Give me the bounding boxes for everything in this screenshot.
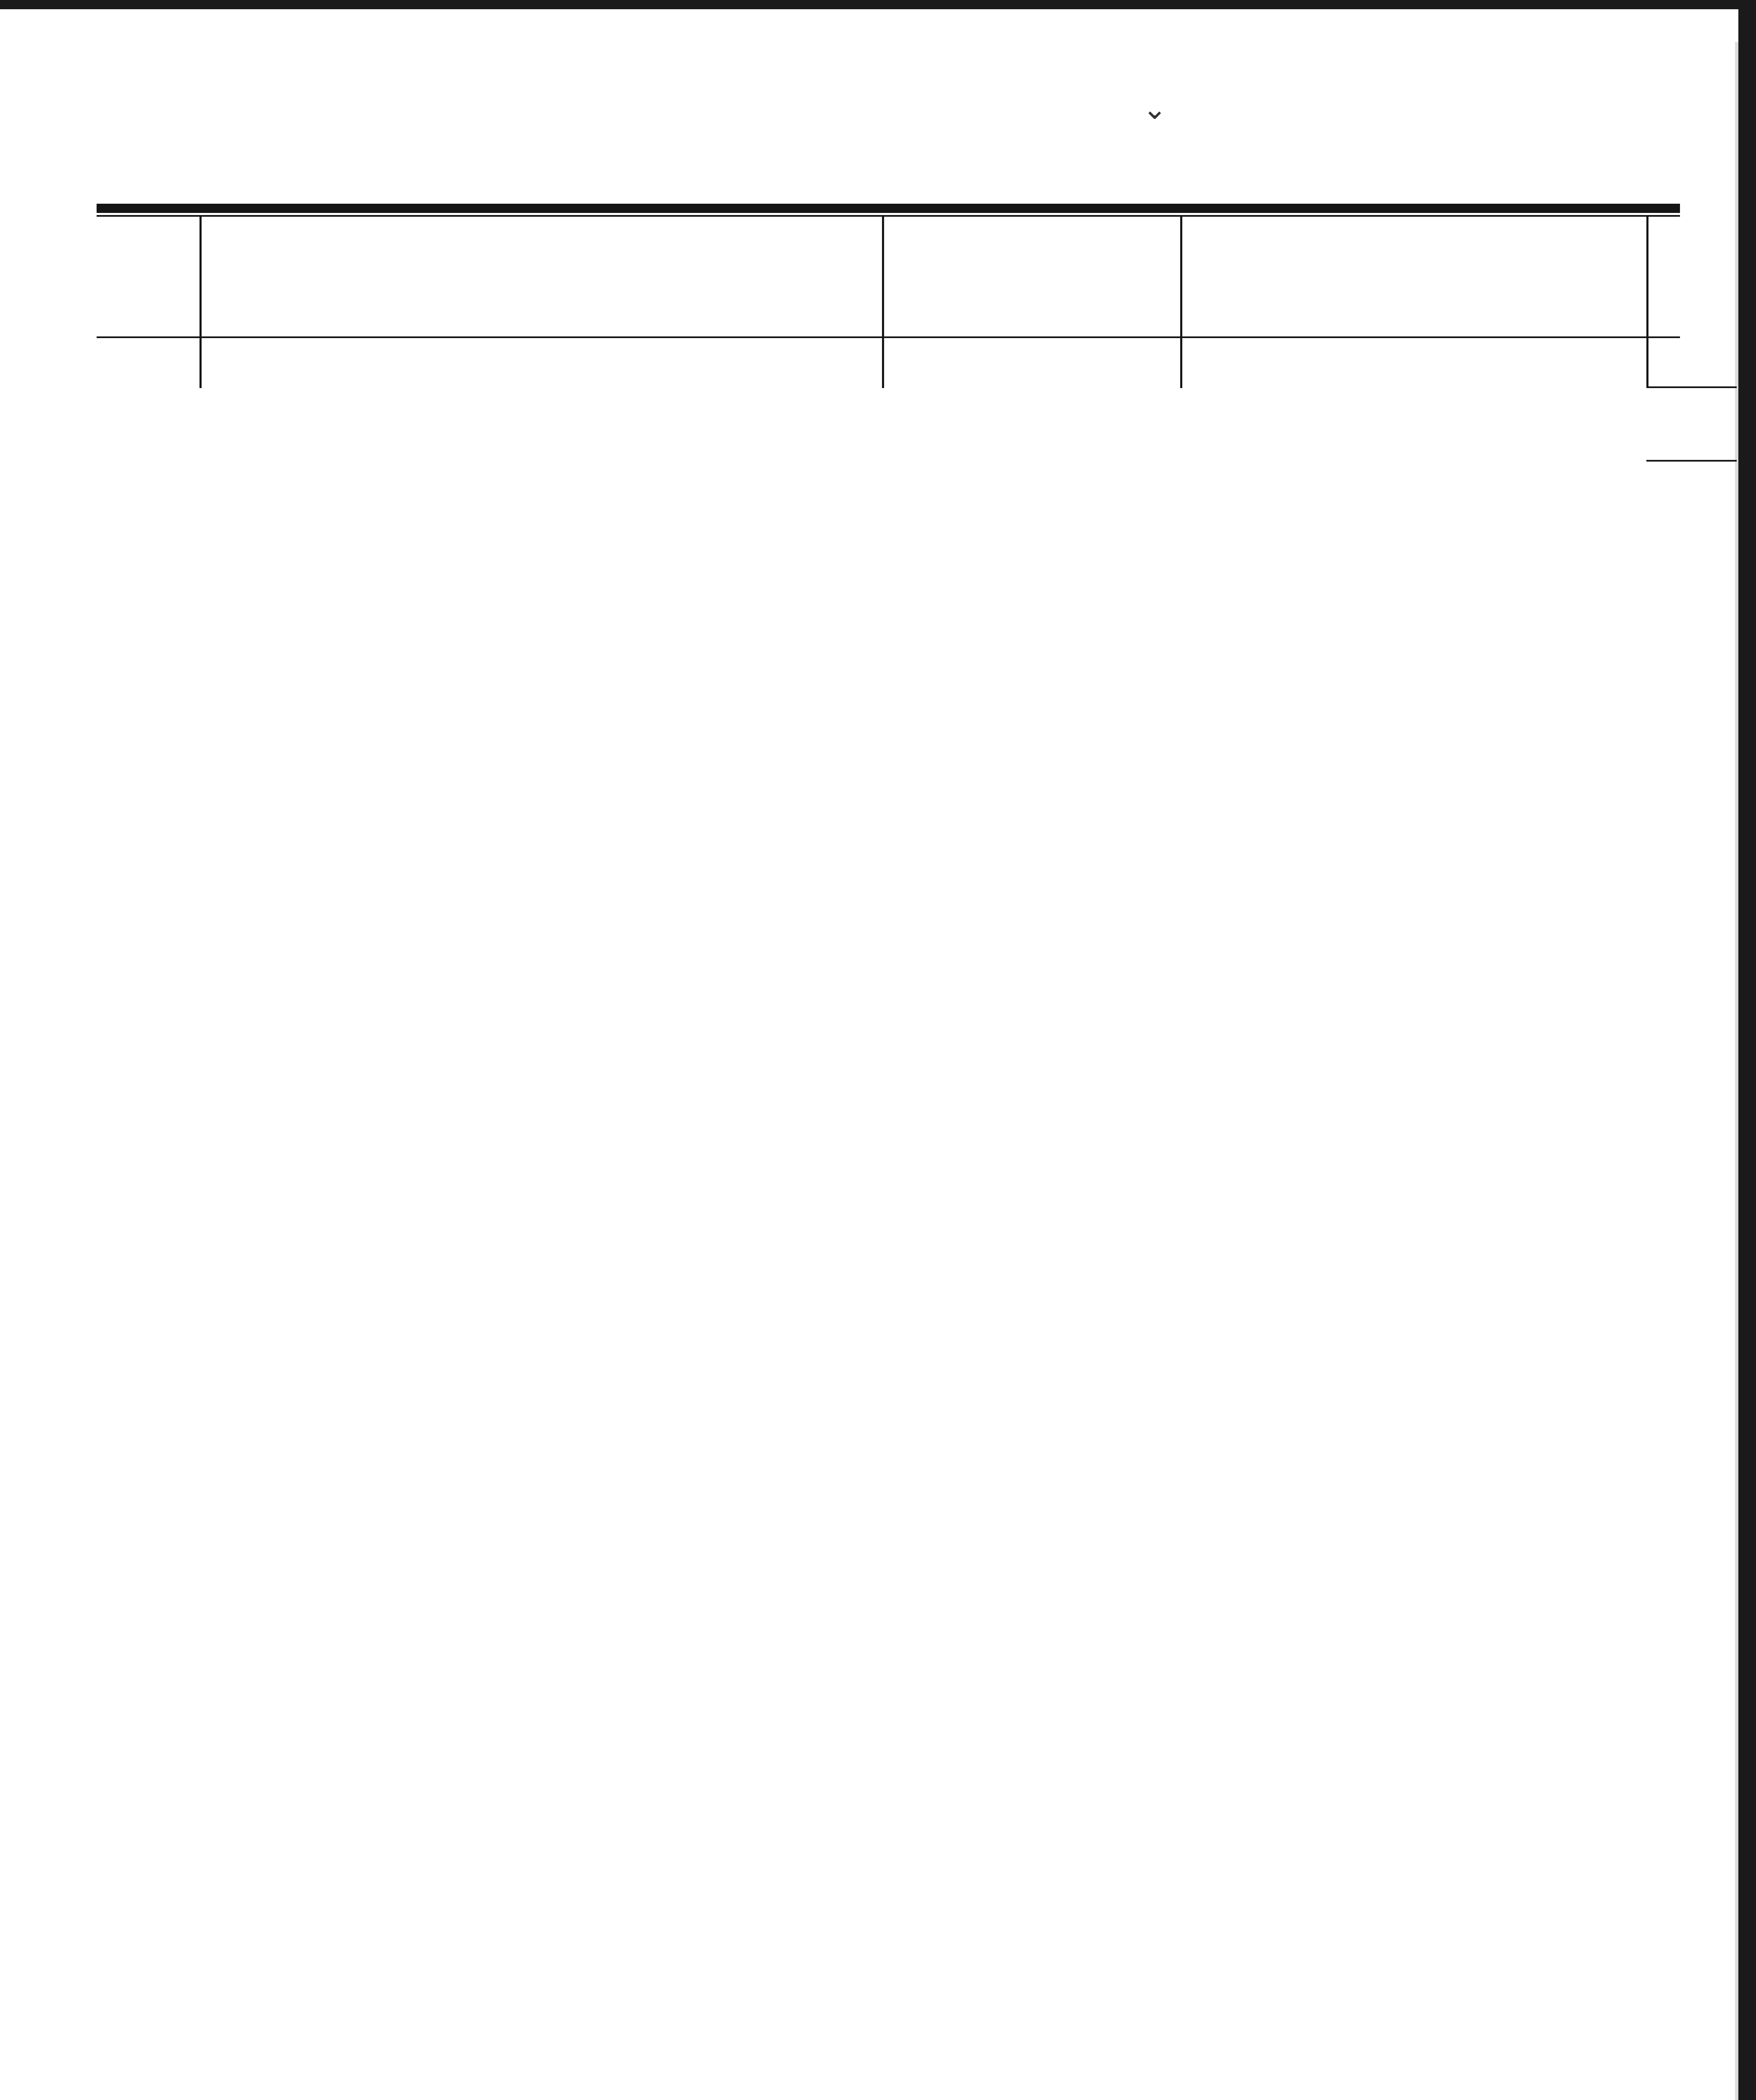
- header-wohnung-hier: [1180, 217, 1646, 336]
- table-body: [97, 338, 1680, 388]
- final-total: [1646, 386, 1737, 388]
- column-divider: [882, 338, 884, 388]
- header-divider: [1180, 217, 1182, 336]
- stray-mark: ⌄: [1142, 92, 1167, 126]
- scan-edge-right: [1738, 0, 1756, 2100]
- scan-edge-top: [0, 0, 1756, 9]
- header-divider: [1646, 217, 1648, 336]
- top-rule: [97, 204, 1680, 213]
- carry-over-total: [1646, 460, 1737, 462]
- header-personen-zahl: [1646, 217, 1737, 336]
- column-divider: [1646, 338, 1648, 388]
- table-header: [97, 217, 1680, 338]
- column-divider: [199, 338, 202, 388]
- header-divider: [199, 217, 202, 336]
- header-aufenthaltsort: [882, 217, 1180, 336]
- header-name-und-stand: [199, 217, 882, 336]
- header-parteien-zahl: [97, 217, 199, 336]
- column-divider: [1180, 338, 1182, 388]
- header-divider: [882, 217, 884, 336]
- register-page: [97, 204, 1680, 388]
- scan-page-shadow: [1735, 42, 1738, 2100]
